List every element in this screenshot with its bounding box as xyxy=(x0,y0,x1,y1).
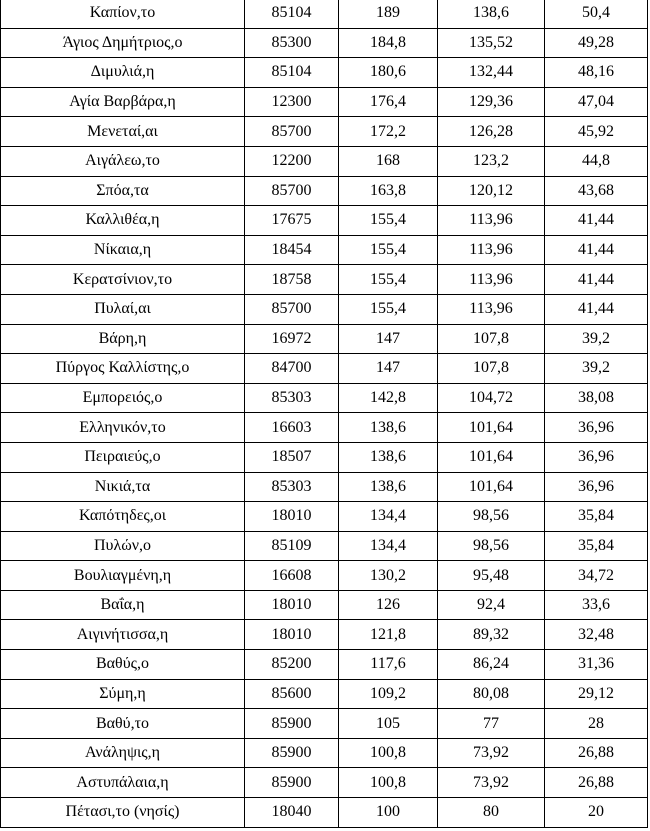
place-name-cell: Πυλαί,αι xyxy=(1,294,245,324)
value-3-cell: 32,48 xyxy=(545,620,648,650)
postal-code-cell: 85900 xyxy=(245,709,339,739)
place-name-cell: Νίκαια,η xyxy=(1,235,245,265)
place-name-cell: Αιγάλεω,το xyxy=(1,146,245,176)
value-3-cell: 41,44 xyxy=(545,235,648,265)
table-row xyxy=(1,738,648,768)
postal-code-cell: 85700 xyxy=(245,117,339,147)
value-2-cell: 113,96 xyxy=(438,265,545,295)
value-2-cell: 104,72 xyxy=(438,383,545,413)
value-2-cell: 126,28 xyxy=(438,117,545,147)
value-1-cell: 117,6 xyxy=(339,650,438,680)
place-name-cell: Πέτασι,το (νησίς) xyxy=(1,798,245,828)
value-3-cell: 45,92 xyxy=(545,117,648,147)
postal-code-cell: 85104 xyxy=(245,58,339,88)
table-row xyxy=(1,590,648,620)
postal-code-cell: 18040 xyxy=(245,798,339,828)
value-3-cell: 39,2 xyxy=(545,324,648,354)
value-1-cell: 163,8 xyxy=(339,176,438,206)
value-1-cell: 134,4 xyxy=(339,502,438,532)
postal-code-cell: 85303 xyxy=(245,383,339,413)
value-3-cell: 28 xyxy=(545,709,648,739)
value-1-cell: 142,8 xyxy=(339,383,438,413)
value-2-cell: 98,56 xyxy=(438,531,545,561)
table-row xyxy=(1,531,648,561)
value-2-cell: 132,44 xyxy=(438,58,545,88)
value-2-cell: 120,12 xyxy=(438,176,545,206)
value-1-cell: 155,4 xyxy=(339,206,438,236)
table-row xyxy=(1,383,648,413)
value-1-cell: 147 xyxy=(339,354,438,384)
table-row xyxy=(1,502,648,532)
postal-code-cell: 17675 xyxy=(245,206,339,236)
table-row xyxy=(1,87,648,117)
value-2-cell: 135,52 xyxy=(438,28,545,58)
place-name-cell: Σπόα,τα xyxy=(1,176,245,206)
value-3-cell: 26,88 xyxy=(545,768,648,798)
table-row xyxy=(1,265,648,295)
value-2-cell: 107,8 xyxy=(438,354,545,384)
postal-code-cell: 84700 xyxy=(245,354,339,384)
value-3-cell: 50,4 xyxy=(545,0,648,28)
place-name-cell: Κερατσίνιον,το xyxy=(1,265,245,295)
value-1-cell: 100,8 xyxy=(339,738,438,768)
postal-code-cell: 16603 xyxy=(245,413,339,443)
postal-code-cell: 18507 xyxy=(245,442,339,472)
value-3-cell: 31,36 xyxy=(545,650,648,680)
postal-code-cell: 18010 xyxy=(245,590,339,620)
value-3-cell: 38,08 xyxy=(545,383,648,413)
postal-code-cell: 85700 xyxy=(245,294,339,324)
value-3-cell: 49,28 xyxy=(545,28,648,58)
value-1-cell: 100,8 xyxy=(339,768,438,798)
value-2-cell: 86,24 xyxy=(438,650,545,680)
value-1-cell: 105 xyxy=(339,709,438,739)
value-2-cell: 129,36 xyxy=(438,87,545,117)
value-1-cell: 130,2 xyxy=(339,561,438,591)
postal-code-cell: 18758 xyxy=(245,265,339,295)
postal-code-cell: 85303 xyxy=(245,472,339,502)
table-row xyxy=(1,206,648,236)
table-row xyxy=(1,117,648,147)
value-3-cell: 43,68 xyxy=(545,176,648,206)
place-name-cell: Πειραιεύς,ο xyxy=(1,442,245,472)
postal-code-cell: 85900 xyxy=(245,738,339,768)
value-1-cell: 168 xyxy=(339,146,438,176)
value-3-cell: 41,44 xyxy=(545,206,648,236)
value-2-cell: 113,96 xyxy=(438,294,545,324)
value-2-cell: 107,8 xyxy=(438,324,545,354)
value-2-cell: 73,92 xyxy=(438,768,545,798)
value-3-cell: 36,96 xyxy=(545,472,648,502)
value-3-cell: 36,96 xyxy=(545,442,648,472)
value-2-cell: 101,64 xyxy=(438,413,545,443)
place-name-cell: Βαθύ,το xyxy=(1,709,245,739)
place-name-cell: Βαθύς,ο xyxy=(1,650,245,680)
value-3-cell: 35,84 xyxy=(545,502,648,532)
table-row xyxy=(1,0,648,28)
value-1-cell: 180,6 xyxy=(339,58,438,88)
value-2-cell: 123,2 xyxy=(438,146,545,176)
value-2-cell: 101,64 xyxy=(438,442,545,472)
table-row xyxy=(1,294,648,324)
value-3-cell: 41,44 xyxy=(545,294,648,324)
postal-code-cell: 85600 xyxy=(245,679,339,709)
value-3-cell: 47,04 xyxy=(545,87,648,117)
value-2-cell: 113,96 xyxy=(438,235,545,265)
value-3-cell: 35,84 xyxy=(545,531,648,561)
value-3-cell: 41,44 xyxy=(545,265,648,295)
place-name-cell: Άγιος Δημήτριος,ο xyxy=(1,28,245,58)
postal-code-cell: 18454 xyxy=(245,235,339,265)
table-row xyxy=(1,679,648,709)
value-1-cell: 184,8 xyxy=(339,28,438,58)
postal-code-cell: 85109 xyxy=(245,531,339,561)
value-2-cell: 113,96 xyxy=(438,206,545,236)
value-3-cell: 39,2 xyxy=(545,354,648,384)
postal-code-cell: 12300 xyxy=(245,87,339,117)
postal-code-cell: 85900 xyxy=(245,768,339,798)
value-1-cell: 126 xyxy=(339,590,438,620)
value-1-cell: 155,4 xyxy=(339,235,438,265)
place-name-cell: Πυλών,ο xyxy=(1,531,245,561)
table-row xyxy=(1,709,648,739)
postal-code-cell: 16972 xyxy=(245,324,339,354)
value-2-cell: 138,6 xyxy=(438,0,545,28)
value-1-cell: 138,6 xyxy=(339,472,438,502)
table-row xyxy=(1,561,648,591)
place-name-cell: Αγία Βαρβάρα,η xyxy=(1,87,245,117)
value-1-cell: 176,4 xyxy=(339,87,438,117)
value-3-cell: 33,6 xyxy=(545,590,648,620)
value-1-cell: 147 xyxy=(339,324,438,354)
value-1-cell: 155,4 xyxy=(339,294,438,324)
place-name-cell: Αστυπάλαια,η xyxy=(1,768,245,798)
value-1-cell: 109,2 xyxy=(339,679,438,709)
place-name-cell: Καπότηδες,οι xyxy=(1,502,245,532)
value-1-cell: 134,4 xyxy=(339,531,438,561)
table-row xyxy=(1,176,648,206)
value-1-cell: 155,4 xyxy=(339,265,438,295)
value-2-cell: 98,56 xyxy=(438,502,545,532)
value-2-cell: 89,32 xyxy=(438,620,545,650)
value-3-cell: 34,72 xyxy=(545,561,648,591)
value-3-cell: 48,16 xyxy=(545,58,648,88)
table-row xyxy=(1,235,648,265)
value-3-cell: 26,88 xyxy=(545,738,648,768)
value-1-cell: 138,6 xyxy=(339,442,438,472)
table-row xyxy=(1,28,648,58)
table-row xyxy=(1,798,648,828)
value-1-cell: 189 xyxy=(339,0,438,28)
postal-code-cell: 16608 xyxy=(245,561,339,591)
place-name-cell: Σύμη,η xyxy=(1,679,245,709)
postal-code-cell: 12200 xyxy=(245,146,339,176)
value-2-cell: 101,64 xyxy=(438,472,545,502)
table-body xyxy=(1,0,648,827)
value-3-cell: 44,8 xyxy=(545,146,648,176)
table-row xyxy=(1,413,648,443)
value-2-cell: 80 xyxy=(438,798,545,828)
value-1-cell: 172,2 xyxy=(339,117,438,147)
place-name-cell: Εμπορειός,ο xyxy=(1,383,245,413)
value-2-cell: 73,92 xyxy=(438,738,545,768)
place-name-cell: Αιγινήτισσα,η xyxy=(1,620,245,650)
postal-code-cell: 85104 xyxy=(245,0,339,28)
postal-code-cell: 18010 xyxy=(245,620,339,650)
table-row xyxy=(1,354,648,384)
place-name-cell: Βάρη,η xyxy=(1,324,245,354)
value-1-cell: 100 xyxy=(339,798,438,828)
place-name-cell: Ανάληψις,η xyxy=(1,738,245,768)
postal-code-cell: 85700 xyxy=(245,176,339,206)
place-name-cell: Βαΐα,η xyxy=(1,590,245,620)
table-row xyxy=(1,620,648,650)
postal-code-cell: 85200 xyxy=(245,650,339,680)
value-2-cell: 95,48 xyxy=(438,561,545,591)
table-row xyxy=(1,472,648,502)
place-name-cell: Βουλιαγμένη,η xyxy=(1,561,245,591)
value-2-cell: 77 xyxy=(438,709,545,739)
place-name-cell: Καλλιθέα,η xyxy=(1,206,245,236)
place-name-cell: Διμυλιά,η xyxy=(1,58,245,88)
table-row xyxy=(1,650,648,680)
value-1-cell: 121,8 xyxy=(339,620,438,650)
value-3-cell: 36,96 xyxy=(545,413,648,443)
place-name-cell: Καπίον,το xyxy=(1,0,245,28)
value-1-cell: 138,6 xyxy=(339,413,438,443)
table-row xyxy=(1,442,648,472)
table-row xyxy=(1,768,648,798)
value-2-cell: 80,08 xyxy=(438,679,545,709)
place-name-cell: Νικιά,τα xyxy=(1,472,245,502)
table-row xyxy=(1,146,648,176)
table-row xyxy=(1,324,648,354)
postal-code-cell: 85300 xyxy=(245,28,339,58)
place-name-cell: Πύργος Καλλίστης,ο xyxy=(1,354,245,384)
place-name-cell: Μενεταί,αι xyxy=(1,117,245,147)
postal-code-cell: 18010 xyxy=(245,502,339,532)
place-name-cell: Ελληνικόν,το xyxy=(1,413,245,443)
value-2-cell: 92,4 xyxy=(438,590,545,620)
value-3-cell: 20 xyxy=(545,798,648,828)
table-row xyxy=(1,58,648,88)
value-3-cell: 29,12 xyxy=(545,679,648,709)
